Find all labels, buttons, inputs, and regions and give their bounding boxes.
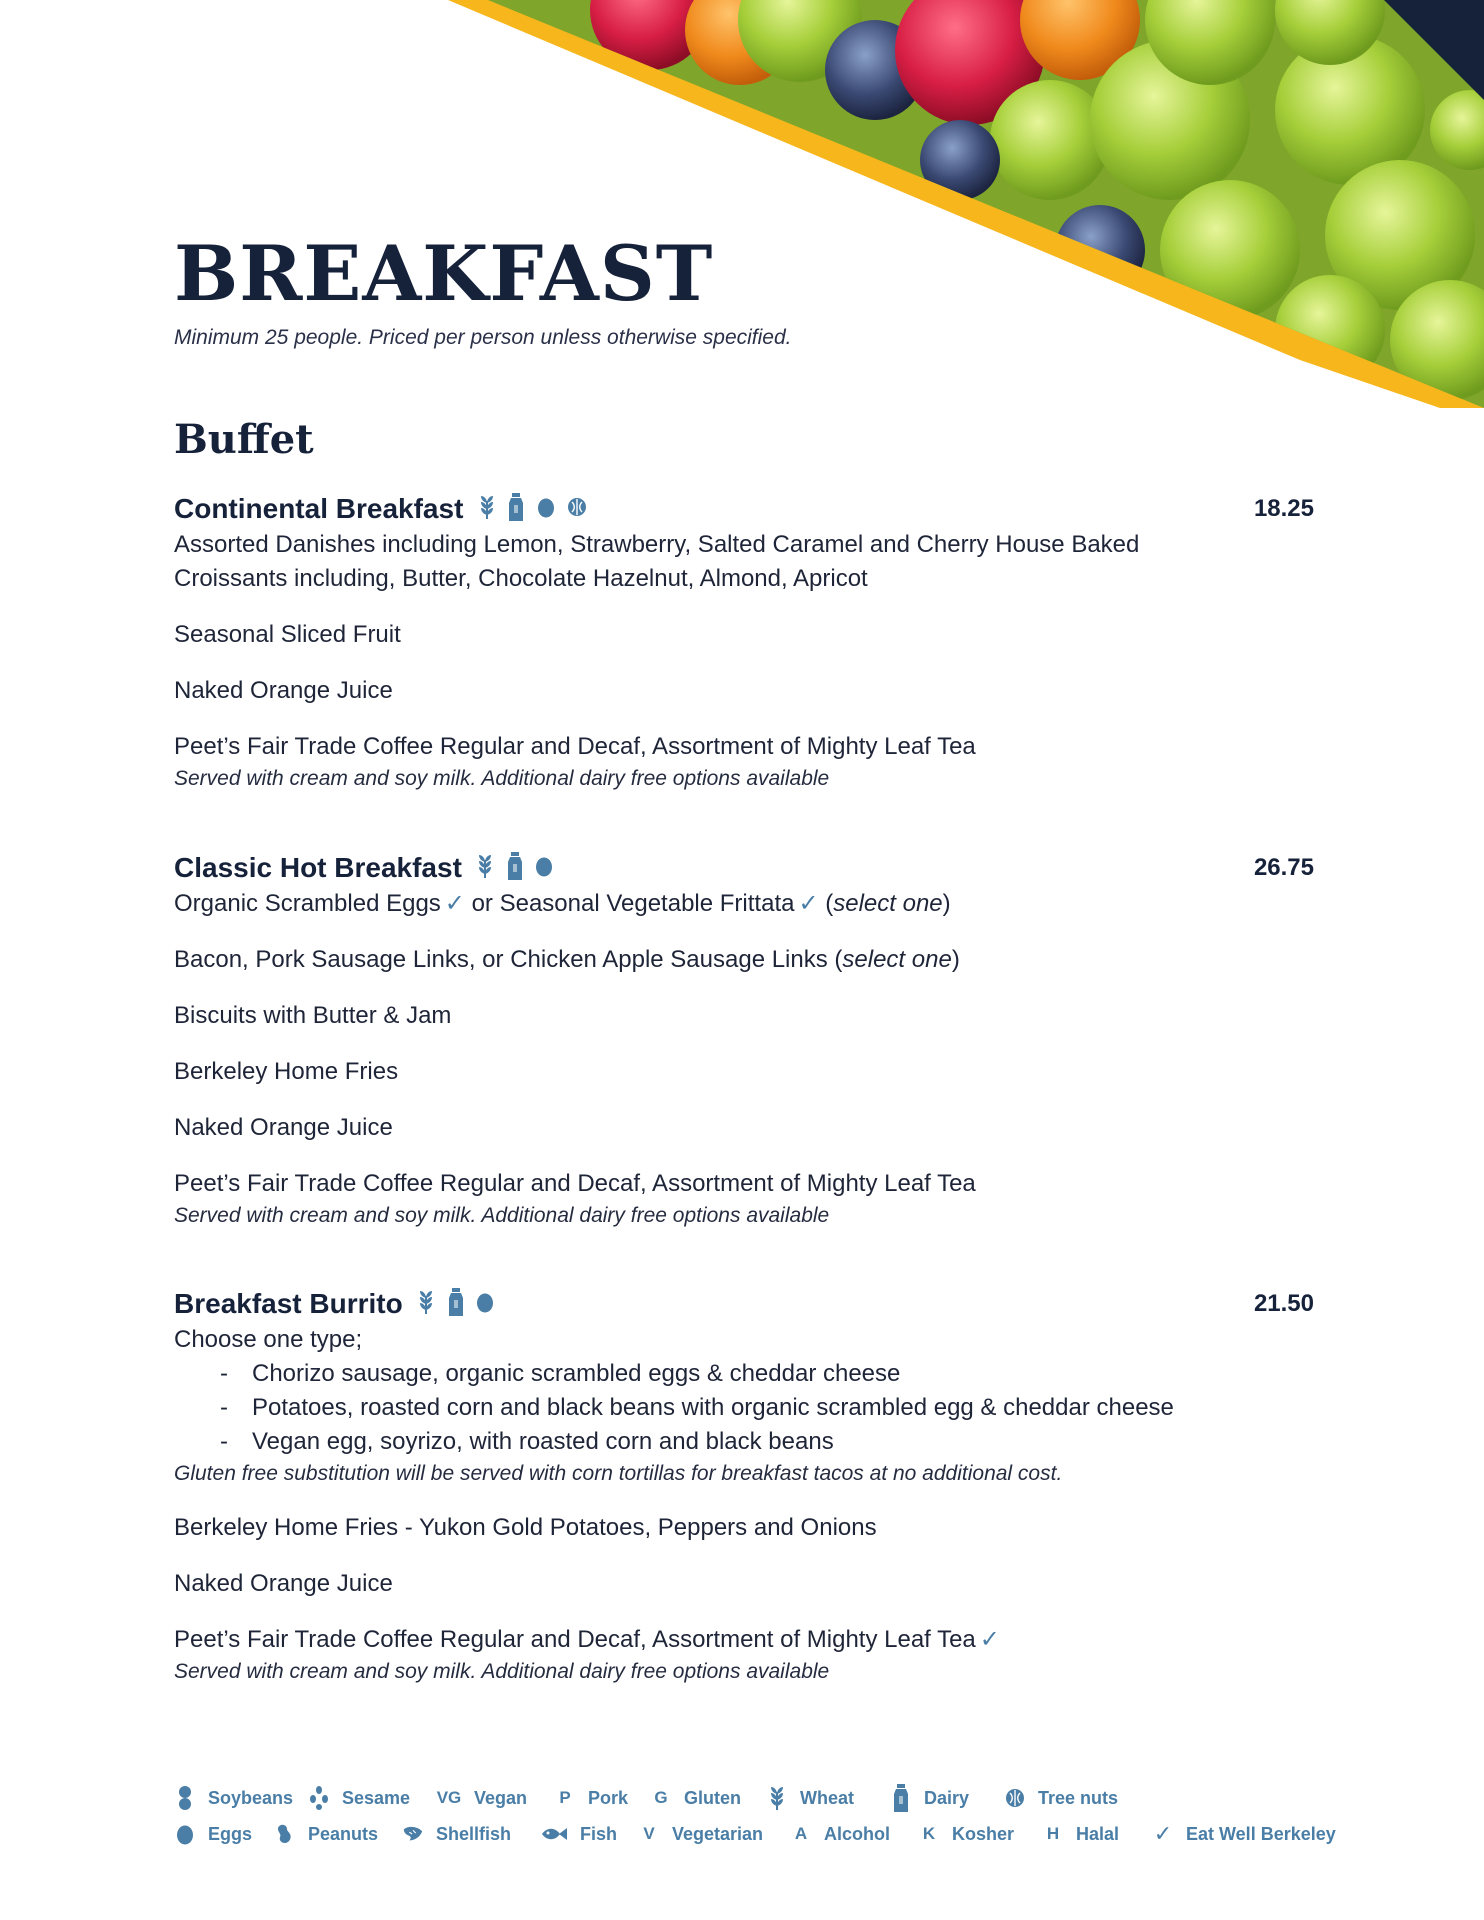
egg-icon	[476, 1291, 494, 1318]
frittata-option: or Seasonal Vegetable Frittata	[471, 890, 795, 917]
item-note: Served with cream and soy milk. Additional dairy free options available	[174, 1204, 830, 1227]
allergen-legend	[174, 1780, 1374, 1852]
menu-item-classic-hot-breakfast	[174, 849, 1314, 1231]
legend-alcohol: A Alcohol	[790, 1816, 890, 1852]
legend-tree-nuts: Tree nuts	[1004, 1780, 1118, 1816]
item-header	[174, 490, 1314, 528]
egg-icon	[174, 1823, 196, 1845]
menu-item-continental-breakfast	[174, 490, 1314, 794]
shellfish-icon	[402, 1823, 424, 1845]
wheat-icon	[417, 1290, 435, 1319]
legend-kosher: K Kosher	[918, 1816, 1014, 1852]
legend-peanuts: Peanuts	[274, 1816, 378, 1852]
item-note: Served with cream and soy milk. Additional dairy free options available	[174, 1660, 830, 1683]
item-line: Organic Scrambled Eggs ✓ or Seasonal Vegetable Frittata ✓ (select one)	[174, 890, 951, 917]
item-header	[174, 1285, 1314, 1323]
tree-nuts-icon	[567, 497, 587, 522]
item-line: Assorted Danishes including Lemon, Strawberry, Salted Caramel and Cherry House Baked	[174, 531, 1140, 558]
item-line: Berkeley Home Fries - Yukon Gold Potatoes, Peppers and Onions	[174, 1514, 877, 1541]
item-line: Seasonal Sliced Fruit	[174, 621, 401, 648]
item-line: Biscuits with Butter & Jam	[174, 1002, 452, 1029]
legend-dairy: Dairy	[890, 1780, 969, 1816]
eggs-option: Organic Scrambled Eggs	[174, 890, 441, 917]
select-one-hint: select one	[842, 946, 952, 973]
vegetarian-abbr: V	[643, 1824, 655, 1843]
legend-eggs: Eggs	[174, 1816, 252, 1852]
item-header	[174, 849, 1314, 887]
item-note: Served with cream and soy milk. Additional dairy free options available	[174, 767, 830, 790]
item-line: Peet’s Fair Trade Coffee Regular and Decaf, Assortment of Mighty Leaf Tea	[174, 1170, 976, 1197]
list-item: - Potatoes, roasted corn and black beans with organic scrambled egg & cheddar cheese	[220, 1394, 1174, 1421]
allergen-icons	[478, 493, 595, 526]
legend-soybeans: Soybeans	[174, 1780, 293, 1816]
item-name: Classic Hot Breakfast	[174, 852, 462, 883]
legend-eat-well-berkeley: ✓ Eat Well Berkeley	[1153, 1821, 1336, 1846]
item-line: Peet’s Fair Trade Coffee Regular and Decaf, Assortment of Mighty Leaf Tea ✓	[174, 1626, 1000, 1653]
allergen-icons	[417, 1288, 502, 1321]
legend-fish: Fish	[540, 1816, 617, 1852]
egg-icon	[537, 496, 555, 523]
list-item: - Chorizo sausage, organic scrambled eggs & cheddar cheese	[220, 1360, 901, 1387]
vegan-abbr: VG	[436, 1788, 462, 1807]
check-icon: ✓	[1153, 1821, 1173, 1846]
dairy-icon	[448, 1288, 464, 1321]
item-line: Bacon, Pork Sausage Links, or Chicken Apple Sausage Links (select one)	[174, 946, 960, 973]
item-line: Peet’s Fair Trade Coffee Regular and Decaf, Assortment of Mighty Leaf Tea	[174, 733, 976, 760]
sesame-icon	[308, 1786, 330, 1810]
select-one-hint: select one	[833, 890, 943, 917]
menu-item-breakfast-burrito	[174, 1285, 1314, 1687]
item-line: Croissants including, Butter, Chocolate Hazelnut, Almond, Apricot	[174, 565, 868, 592]
header-fruit-image	[0, 0, 1484, 420]
item-price: 18.25	[1253, 495, 1314, 522]
halal-abbr: H	[1046, 1824, 1060, 1843]
alcohol-abbr: A	[794, 1824, 808, 1843]
allergen-icons	[476, 852, 561, 885]
item-line: Naked Orange Juice	[174, 1114, 393, 1141]
legend-wheat: Wheat	[766, 1780, 854, 1816]
wheat-icon	[478, 495, 496, 524]
legend-halal: H Halal	[1042, 1816, 1119, 1852]
egg-icon	[535, 855, 553, 882]
list-item: - Vegan egg, soyrizo, with roasted corn and black beans	[220, 1428, 834, 1455]
item-line: Berkeley Home Fries	[174, 1058, 399, 1085]
item-name: Continental Breakfast	[174, 493, 464, 524]
check-icon: ✓	[798, 890, 819, 917]
page-title: BREAKFAST	[174, 229, 714, 318]
dairy-icon	[890, 1784, 912, 1812]
burrito-options	[174, 1357, 1314, 1459]
item-line: Naked Orange Juice	[174, 677, 393, 704]
section-title-buffet: Buffet	[174, 416, 314, 463]
item-name: Breakfast Burrito	[174, 1288, 403, 1319]
kosher-abbr: K	[922, 1824, 936, 1843]
legend-gluten: G Gluten	[650, 1780, 741, 1816]
peanut-icon	[274, 1823, 296, 1845]
item-line: Naked Orange Juice	[174, 1570, 393, 1597]
soybeans-icon	[174, 1785, 196, 1811]
pork-abbr: P	[559, 1788, 571, 1807]
legend-row	[174, 1816, 1374, 1852]
meat-options: Bacon, Pork Sausage Links, or Chicken Apple Sausage Links	[174, 946, 828, 973]
dairy-icon	[507, 852, 523, 885]
item-price: 26.75	[1253, 854, 1314, 881]
legend-vegetarian: V Vegetarian	[638, 1816, 763, 1852]
legend-shellfish: Shellfish	[402, 1816, 511, 1852]
check-icon: ✓	[979, 1626, 1000, 1653]
gluten-abbr: G	[654, 1788, 668, 1807]
dairy-icon	[508, 493, 524, 526]
legend-row	[174, 1780, 1374, 1816]
wheat-icon	[476, 854, 494, 883]
gluten-note: Gluten free substitution will be served with corn tortillas for breakfast tacos at no additional cost.	[174, 1462, 1063, 1485]
item-price: 21.50	[1253, 1290, 1314, 1317]
legend-sesame: Sesame	[308, 1780, 410, 1816]
check-icon: ✓	[444, 890, 465, 917]
legend-vegan: VG Vegan	[436, 1787, 528, 1808]
item-line: Choose one type;	[174, 1326, 363, 1353]
tree-nuts-icon	[1004, 1788, 1026, 1808]
legend-pork: P Pork	[554, 1780, 628, 1816]
wheat-icon	[766, 1786, 788, 1810]
page-subtitle: Minimum 25 people. Priced per person unless otherwise specified.	[174, 326, 792, 349]
fish-icon	[540, 1825, 568, 1843]
